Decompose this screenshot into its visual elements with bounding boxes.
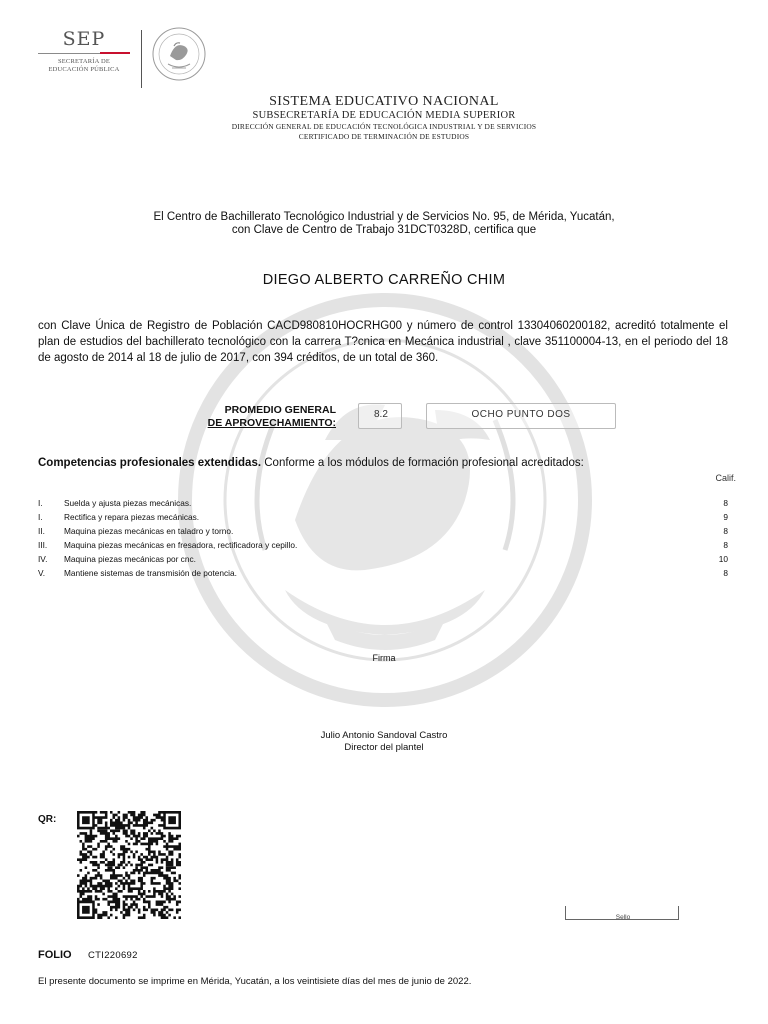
qr-code-icon	[77, 811, 181, 919]
average-label-line-1: PROMEDIO GENERAL	[224, 404, 336, 416]
qr-label: QR:	[38, 814, 57, 825]
document-header-titles	[0, 93, 768, 141]
title-directorate: DIRECCIÓN GENERAL DE EDUCACIÓN TECNOLÓGICA INDUSTRIAL Y DE SERVICIOS	[231, 122, 537, 131]
competency-description: Maquina piezas mecánicas en fresadora, rectificadora y cepillo.	[64, 540, 298, 550]
competencies-heading-bold: Competencias profesionales extendidas.	[38, 457, 262, 469]
competency-grade: 8	[723, 498, 728, 508]
title-national-system: SISTEMA EDUCATIVO NACIONAL	[269, 94, 499, 109]
certifying-institution-statement	[0, 211, 768, 237]
list-item	[38, 566, 728, 580]
list-item	[38, 538, 728, 552]
competency-grade: 9	[723, 512, 728, 522]
competencies-list	[38, 496, 728, 580]
competencies-heading	[38, 457, 728, 469]
competency-number: V.	[38, 568, 46, 578]
grade-column-header: Calif.	[715, 473, 736, 483]
intro-line-1: El Centro de Bachillerato Tecnológico Industrial y de Servicios No. 95, de Mérida, Yucatán,	[153, 211, 615, 223]
seal-label: Sello	[615, 914, 631, 921]
competency-number: IV.	[38, 554, 48, 564]
list-item	[38, 496, 728, 510]
sep-logo	[38, 28, 130, 74]
competencies-heading-rest: Conforme a los módulos de formación profesional acreditados:	[261, 457, 584, 469]
qr-code-modules	[77, 811, 181, 919]
competency-grade: 8	[723, 540, 728, 550]
average-label	[190, 404, 336, 430]
competency-grade: 8	[723, 568, 728, 578]
competency-description: Rectifica y repara piezas mecánicas.	[64, 512, 200, 522]
logo-divider	[141, 30, 142, 88]
signer-role: Director del plantel	[344, 742, 424, 753]
title-subsecretariat: SUBSECRETARÍA DE EDUCACIÓN MEDIA SUPERIOR	[252, 110, 516, 121]
competency-number: I.	[38, 498, 43, 508]
average-value-words: OCHO PUNTO DOS	[426, 403, 616, 429]
sep-logo-subtitle-1: SECRETARÍA DE	[57, 58, 111, 65]
sep-logo-accent	[100, 52, 130, 54]
signature-label: Firma	[372, 653, 396, 663]
competency-number: III.	[38, 540, 48, 550]
mexican-coat-of-arms-seal-icon	[150, 22, 208, 86]
signer-name: Julio Antonio Sandoval Castro	[320, 730, 448, 741]
print-statement: El presente documento se imprime en Mérida, Yucatán, a los veintisiete días del mes de junio de 2022.	[38, 976, 472, 987]
competency-description: Maquina piezas mecánicas en taladro y torno.	[64, 526, 234, 536]
certification-body-text: con Clave Única de Registro de Población CACD980810HOCRHG00 y número de control 13304060200182, acreditó totalmente el plan de estudios del bachillerato tecnológico con la carrera T?cnica en Mecánica industrial , clave 351100004-13, en el periodo del 18 de agosto de 2014 al 18 de julio de 2017, con 394 créditos, de un total de 360.	[38, 320, 728, 364]
average-label-line-2: DE APROVECHAMIENTO:	[207, 417, 336, 429]
sep-logo-subtitle	[38, 58, 130, 74]
list-item	[38, 524, 728, 538]
signer-block	[0, 730, 768, 754]
folio-value: CTI220692	[88, 950, 138, 961]
title-certificate-type: CERTIFICADO DE TERMINACIÓN DE ESTUDIOS	[298, 132, 470, 141]
competency-grade: 8	[723, 526, 728, 536]
competency-grade: 10	[718, 554, 728, 564]
sep-logo-text: SEP	[62, 28, 106, 50]
competency-description: Suelda y ajusta piezas mecánicas.	[64, 498, 192, 508]
list-item	[38, 552, 728, 566]
intro-line-2: con Clave de Centro de Trabajo 31DCT0328D, certifica que	[231, 224, 537, 236]
average-value: 8.2	[358, 403, 402, 429]
sep-logo-subtitle-2: EDUCACIÓN PÚBLICA	[48, 66, 120, 73]
competency-number: II.	[38, 526, 45, 536]
list-item	[38, 510, 728, 524]
student-name: DIEGO ALBERTO CARREÑO CHIM	[262, 272, 506, 288]
competency-description: Mantiene sistemas de transmisión de potencia.	[64, 568, 237, 578]
seal-box	[565, 906, 679, 920]
competency-description: Maquina piezas mecánicas por cnc.	[64, 554, 196, 564]
folio-label: FOLIO	[38, 949, 72, 961]
competency-number: I.	[38, 512, 43, 522]
